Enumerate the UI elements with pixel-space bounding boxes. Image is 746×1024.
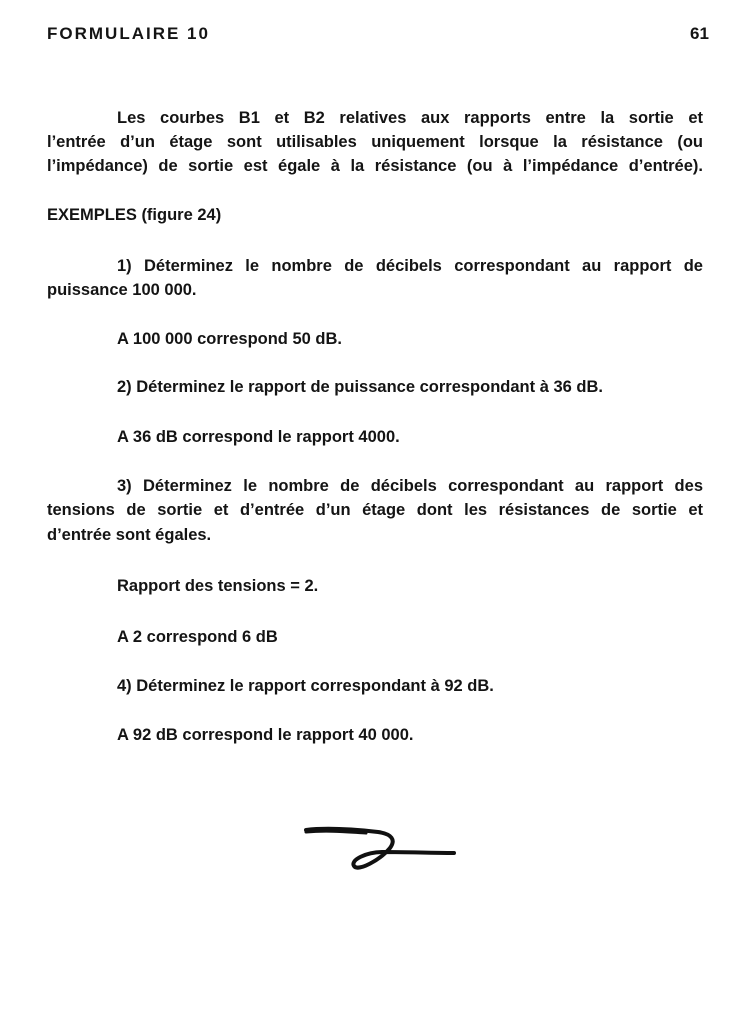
example-3-question-line-1: 3) Déterminez le nombre de décibels correspondant au rapport des [117,477,703,495]
example-3-answer: A 2 correspond 6 dB [117,628,278,646]
example-4-question: 4) Déterminez le rapport correspondant à 92 dB. [117,677,494,695]
intro-line-3: l’impédance) de sortie est égale à la résistance (ou à l’impédance d’entrée). [47,157,703,175]
example-2-question: 2) Déterminez le rapport de puissance correspondant à 36 dB. [117,378,603,396]
example-3-ratio: Rapport des tensions = 2. [117,577,319,595]
example-2-answer: A 36 dB correspond le rapport 4000. [117,428,400,446]
example-1-question-line-1: 1) Déterminez le nombre de décibels correspondant au rapport de [117,257,703,275]
example-1-answer: A 100 000 correspond 50 dB. [117,330,342,348]
example-3-question-line-2: tensions de sortie et d’entrée d’un étage dont les résistances de sortie et [47,501,703,519]
example-4-answer: A 92 dB correspond le rapport 40 000. [117,726,414,744]
running-header-title: FORMULAIRE 10 [47,24,210,43]
intro-line-2: l’entrée d’un étage sont utilisables uniquement lorsque la résistance (ou [47,133,703,151]
example-1-question-line-2: puissance 100 000. [47,281,197,299]
page-number: 61 [690,24,709,43]
end-mark-icon [300,822,460,882]
example-3-question-line-3: d’entrée sont égales. [47,526,212,544]
intro-line-1: Les courbes B1 et B2 relatives aux rapports entre la sortie et [117,109,703,127]
examples-heading: EXEMPLES (figure 24) [47,206,222,224]
